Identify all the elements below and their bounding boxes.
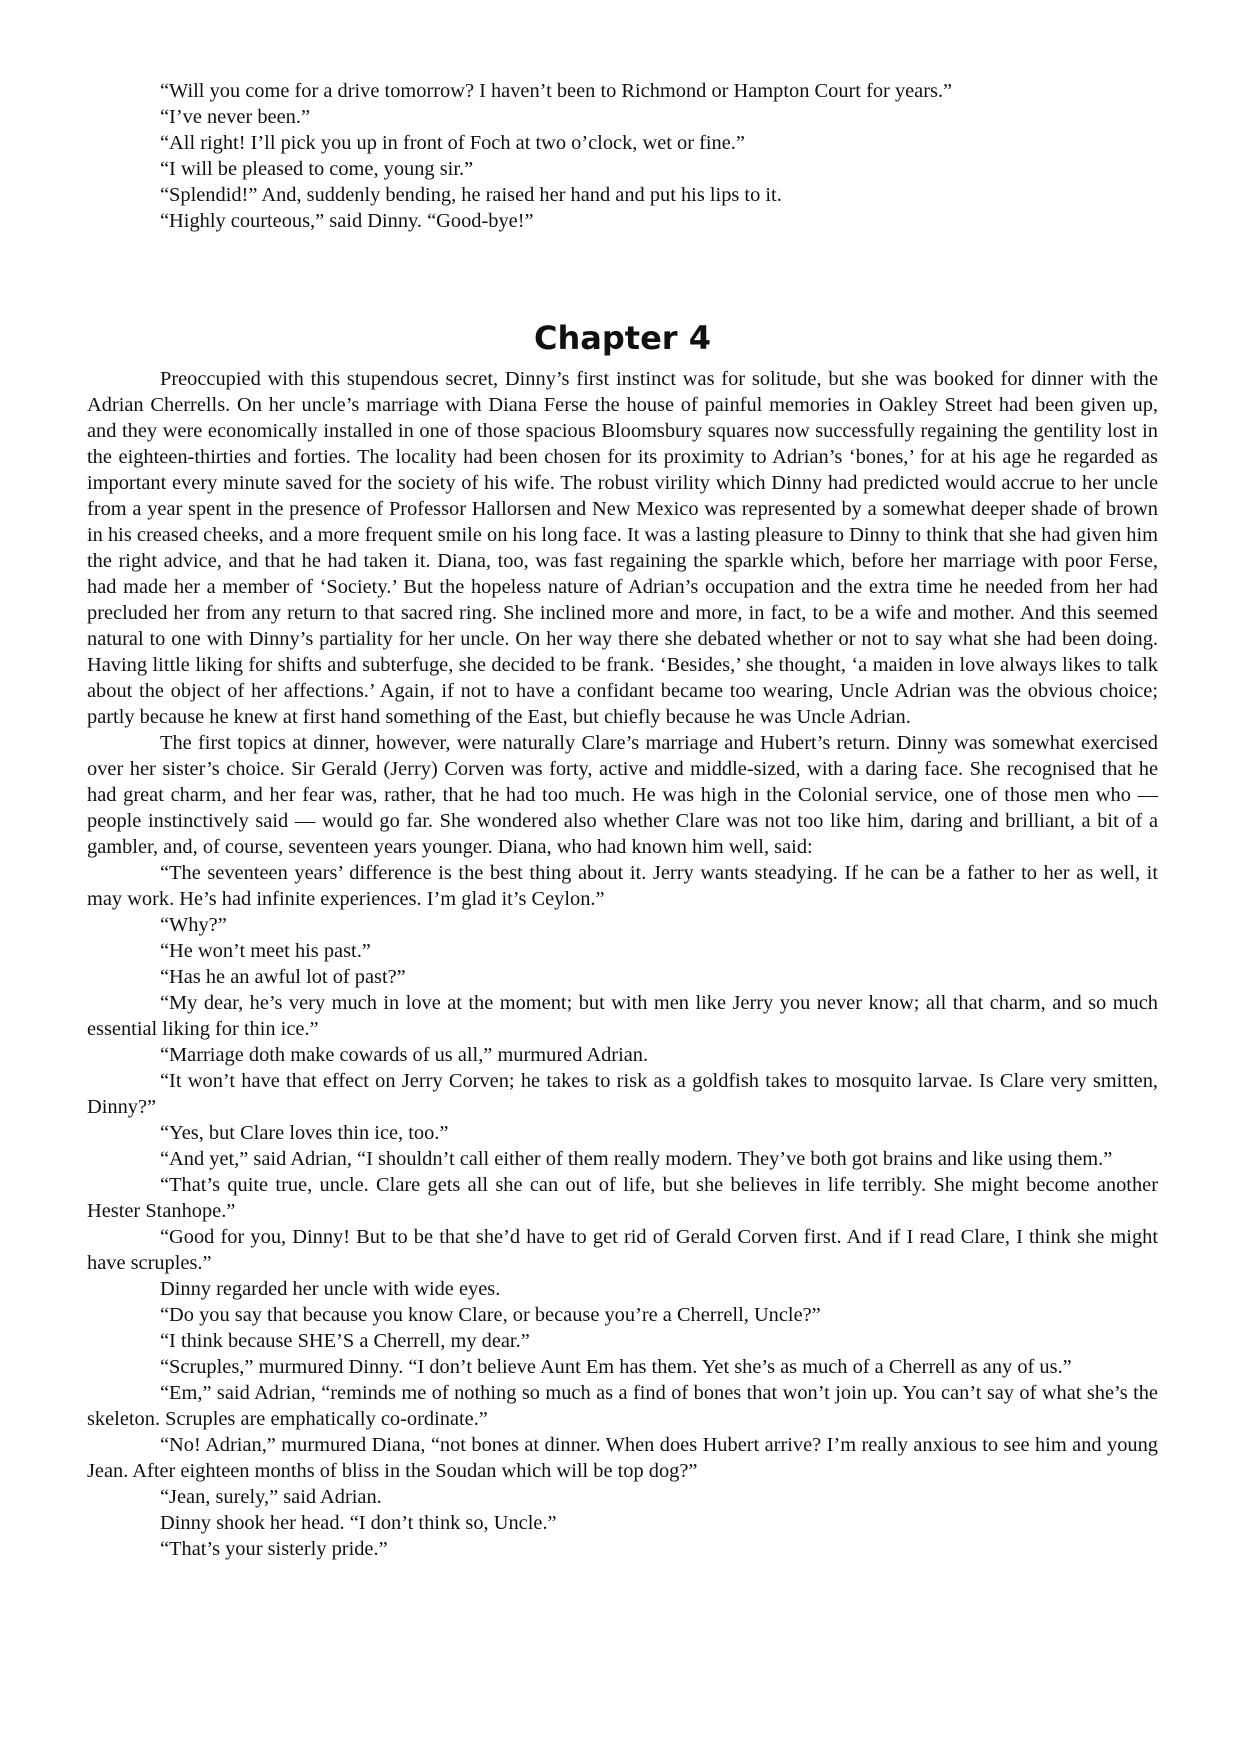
intro-paragraph-3: “All right! I’ll pick you up in front of Foch at two o’clock, wet or fine.” [160,132,745,154]
body-paragraph: “Yes, but Clare loves thin ice, too.” [160,1122,449,1144]
body-paragraph: “Jean, surely,” said Adrian. [160,1486,382,1508]
body-paragraph: “No! Adrian,” murmured Diana, “not bones at dinner. When does Hubert arrive? I’m really anxious to see him and young Jean. After eighteen months of bliss in the Soudan which will be top dog?” [87,1434,1158,1482]
body-paragraph: “It won’t have that effect on Jerry Corven; he takes to risk as a goldfish takes to mosquito larvae. Is Clare very smitten, Dinny?” [87,1070,1158,1118]
document-page [87,78,1158,1562]
body-paragraph: “Marriage doth make cowards of us all,” murmured Adrian. [160,1044,649,1066]
intro-paragraph-2: “I’ve never been.” [160,106,310,128]
intro-paragraph-1: “Will you come for a drive tomorrow? I haven’t been to Richmond or Hampton Court for years.” [160,80,953,102]
intro-dialogue [87,78,1158,234]
body-paragraph: “My dear, he’s very much in love at the moment; but with men like Jerry you never know; all that charm, and so much essential liking for thin ice.” [87,992,1158,1040]
intro-paragraph-5: “Splendid!” And, suddenly bending, he raised her hand and put his lips to it. [160,184,782,206]
body-paragraph: “Has he an awful lot of past?” [160,966,406,988]
body-paragraph: “Do you say that because you know Clare, or because you’re a Cherrell, Uncle?” [160,1304,821,1326]
chapter-title: Chapter 4 [534,319,711,357]
body-paragraph: Preoccupied with this stupendous secret, Dinny’s first instinct was for solitude, but she was booked for dinner with the Adrian Cherrells. On her uncle’s marriage with Diana Ferse the house of painful memories in Oakley Street had been given up, and they were economically installed in one of those spacious Bloomsbury squares now successfully regaining the gentility lost in the eighteen-thirties and forties. The locality had been chosen for its proximity to Adrian’s ‘bones,’ for at his age he regarded as important every minute saved for the society of his wife. The robust virility which Dinny had predicted would accrue to her uncle from a year spent in the presence of Professor Hallorsen and New Mexico was represented by a somewhat deeper shade of brown in his creased cheeks, and a more frequent smile on his long face. It was a lasting pleasure to Dinny to think that she had given him the right advice, and that he had taken it. Diana, too, was fast regaining the sparkle which, before her marriage with poor Ferse, had made her a member of ‘Society.’ But the hopeless nature of Adrian’s occupation and the extra time he needed from her had precluded her from any return to that sacred ring. She inclined more and more, in fact, to be a wife and mother. And this seemed natural to one with Dinny’s partiality for her uncle. On her way there she debated whether or not to say what she had been doing. Having little liking for shifts and subterfuge, she decided to be frank. ‘Besides,’ she thought, ‘a maiden in love always likes to talk about the object of her affections.’ Again, if not to have a confidant became too wearing, Uncle Adrian was the obvious choice; partly because he knew at first hand something of the East, but chiefly because he was Uncle Adrian. [87,368,1158,728]
body-paragraph: “I think because SHE’S a Cherrell, my dear.” [160,1330,530,1352]
intro-paragraph-4: “I will be pleased to come, young sir.” [160,158,474,180]
body-paragraph: “That’s your sisterly pride.” [160,1538,388,1560]
chapter-body [87,366,1158,1562]
body-paragraph: Dinny regarded her uncle with wide eyes. [160,1278,501,1300]
body-paragraph: “The seventeen years’ difference is the best thing about it. Jerry wants steadying. If he can be a father to her as well, it may work. He’s had infinite experiences. I’m glad it’s Ceylon.” [87,862,1158,910]
body-paragraph: “Good for you, Dinny! But to be that she’d have to get rid of Gerald Corven first. And if I read Clare, I think she might have scruples.” [87,1226,1158,1274]
body-paragraph: “Why?” [160,914,227,936]
intro-paragraph-6: “Highly courteous,” said Dinny. “Good-bye!” [160,210,534,232]
body-paragraph: “Scruples,” murmured Dinny. “I don’t believe Aunt Em has them. Yet she’s as much of a Cherrell as any of us.” [160,1356,1072,1378]
body-paragraph: Dinny shook her head. “I don’t think so, Uncle.” [160,1512,557,1534]
body-paragraph: “That’s quite true, uncle. Clare gets all she can out of life, but she believes in life terribly. She might become another Hester Stanhope.” [87,1174,1158,1222]
body-paragraph: “And yet,” said Adrian, “I shouldn’t call either of them really modern. They’ve both got brains and like using them.” [160,1148,1113,1170]
body-paragraph: “He won’t meet his past.” [160,940,371,962]
body-paragraph: “Em,” said Adrian, “reminds me of nothing so much as a find of bones that won’t join up. You can’t say of what she’s the skeleton. Scruples are emphatically co-ordinate.” [87,1382,1158,1430]
body-paragraph: The first topics at dinner, however, were naturally Clare’s marriage and Hubert’s return. Dinny was somewhat exercised over her sister’s choice. Sir Gerald (Jerry) Corven was forty, active and middle-sized, with a daring face. She recognised that he had great charm, and her fear was, rather, that he had too much. He was high in the Colonial service, one of those men who — people instinctively said — would go far. She wondered also whether Clare was not too like him, daring and brilliant, a bit of a gambler, and, of course, seventeen years younger. Diana, who had known him well, said: [87,732,1158,858]
